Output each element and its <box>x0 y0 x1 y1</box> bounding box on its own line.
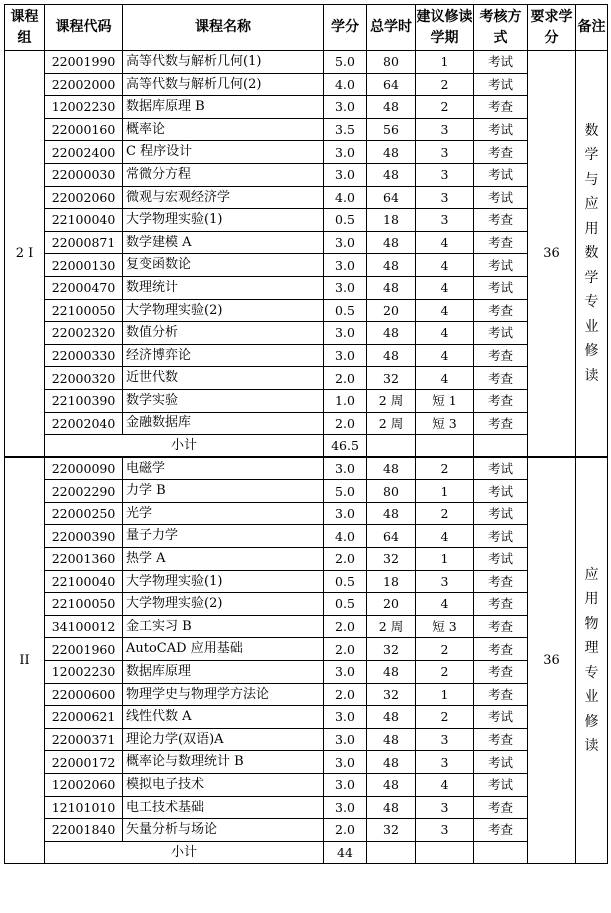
course-code: 12002060 <box>45 774 123 797</box>
course-credit: 0.5 <box>324 593 367 616</box>
course-exam: 考试 <box>474 163 528 186</box>
course-term: 2 <box>416 502 474 525</box>
header-exam: 考核方式 <box>474 5 528 51</box>
course-code: 22000160 <box>45 118 123 141</box>
table-row <box>5 299 608 322</box>
header-name: 课程名称 <box>123 5 324 51</box>
course-hours: 48 <box>367 796 416 819</box>
course-name: 数理统计 <box>123 276 324 299</box>
course-term: 2 <box>416 638 474 661</box>
course-exam: 考查 <box>474 412 528 435</box>
course-name: 线性代数 A <box>123 706 324 729</box>
course-credit: 2.0 <box>324 638 367 661</box>
course-code: 22100390 <box>45 389 123 412</box>
course-credit: 5.0 <box>324 51 367 74</box>
course-term: 1 <box>416 683 474 706</box>
table-row <box>5 525 608 548</box>
empty-cell <box>367 841 416 864</box>
table-row <box>5 118 608 141</box>
table-row <box>5 412 608 435</box>
course-hours: 48 <box>367 322 416 345</box>
course-code: 12002230 <box>45 661 123 684</box>
course-exam: 考试 <box>474 186 528 209</box>
course-term: 3 <box>416 186 474 209</box>
subtotal-row <box>5 435 608 458</box>
table-row <box>5 615 608 638</box>
course-credit: 3.0 <box>324 163 367 186</box>
course-term: 2 <box>416 457 474 480</box>
course-hours: 20 <box>367 593 416 616</box>
course-code: 22000390 <box>45 525 123 548</box>
course-code: 22100050 <box>45 593 123 616</box>
course-name: 常微分方程 <box>123 163 324 186</box>
subtotal-label: 小计 <box>45 435 324 458</box>
course-code: 22002040 <box>45 412 123 435</box>
course-term: 3 <box>416 118 474 141</box>
course-code: 22000600 <box>45 683 123 706</box>
course-exam: 考试 <box>474 480 528 503</box>
course-hours: 48 <box>367 706 416 729</box>
course-term: 4 <box>416 774 474 797</box>
course-hours: 18 <box>367 209 416 232</box>
header-credit: 学分 <box>324 5 367 51</box>
header-note: 备注 <box>576 5 608 51</box>
course-term: 4 <box>416 367 474 390</box>
course-code: 22002290 <box>45 480 123 503</box>
course-code: 22002400 <box>45 141 123 164</box>
header-group: 课程组 <box>5 5 45 51</box>
header-term: 建议修读学期 <box>416 5 474 51</box>
course-name: 量子力学 <box>123 525 324 548</box>
course-code: 22001360 <box>45 548 123 571</box>
course-group-label: II <box>5 457 45 864</box>
course-exam: 考查 <box>474 141 528 164</box>
course-credit: 4.0 <box>324 525 367 548</box>
course-term: 短 3 <box>416 615 474 638</box>
course-exam: 考查 <box>474 570 528 593</box>
course-code: 22002000 <box>45 73 123 96</box>
table-row <box>5 276 608 299</box>
course-exam: 考查 <box>474 796 528 819</box>
course-exam: 考查 <box>474 819 528 842</box>
course-hours: 2 周 <box>367 389 416 412</box>
course-code: 22000130 <box>45 254 123 277</box>
header-hours: 总学时 <box>367 5 416 51</box>
course-credit: 2.0 <box>324 548 367 571</box>
course-code: 22002320 <box>45 322 123 345</box>
course-hours: 80 <box>367 51 416 74</box>
course-code: 22000621 <box>45 706 123 729</box>
table-row <box>5 367 608 390</box>
course-exam: 考查 <box>474 683 528 706</box>
course-hours: 32 <box>367 683 416 706</box>
course-name: 近世代数 <box>123 367 324 390</box>
course-table <box>4 4 608 864</box>
course-hours: 56 <box>367 118 416 141</box>
course-code: 22100040 <box>45 570 123 593</box>
course-exam: 考试 <box>474 322 528 345</box>
course-hours: 48 <box>367 96 416 119</box>
course-name: 数据库原理 <box>123 661 324 684</box>
table-row <box>5 819 608 842</box>
table-row <box>5 683 608 706</box>
table-row <box>5 209 608 232</box>
course-name: 大学物理实验(1) <box>123 209 324 232</box>
course-code: 12101010 <box>45 796 123 819</box>
course-exam: 考查 <box>474 728 528 751</box>
course-term: 4 <box>416 322 474 345</box>
course-exam: 考试 <box>474 525 528 548</box>
course-credit: 2.0 <box>324 819 367 842</box>
course-hours: 2 周 <box>367 615 416 638</box>
course-credit: 3.0 <box>324 751 367 774</box>
course-term: 3 <box>416 209 474 232</box>
course-code: 22000330 <box>45 344 123 367</box>
course-hours: 48 <box>367 457 416 480</box>
course-name: 数值分析 <box>123 322 324 345</box>
course-credit: 3.5 <box>324 118 367 141</box>
course-exam: 考试 <box>474 73 528 96</box>
course-name: C 程序设计 <box>123 141 324 164</box>
course-term: 3 <box>416 570 474 593</box>
table-row <box>5 322 608 345</box>
table-row <box>5 163 608 186</box>
course-hours: 64 <box>367 73 416 96</box>
table-row <box>5 502 608 525</box>
course-term: 短 1 <box>416 389 474 412</box>
header-row <box>5 5 608 51</box>
course-name: 高等代数与解析几何(1) <box>123 51 324 74</box>
course-exam: 考试 <box>474 706 528 729</box>
course-hours: 48 <box>367 774 416 797</box>
table-row <box>5 186 608 209</box>
course-hours: 48 <box>367 254 416 277</box>
course-credit: 3.0 <box>324 96 367 119</box>
course-credit: 3.0 <box>324 322 367 345</box>
course-credit: 1.0 <box>324 389 367 412</box>
course-exam: 考试 <box>474 751 528 774</box>
table-row <box>5 73 608 96</box>
course-term: 4 <box>416 254 474 277</box>
course-group-label: 2 Ⅰ <box>5 51 45 458</box>
course-name: 大学物理实验(2) <box>123 593 324 616</box>
course-term: 短 3 <box>416 412 474 435</box>
course-term: 1 <box>416 548 474 571</box>
course-code: 22000371 <box>45 728 123 751</box>
course-credit: 0.5 <box>324 299 367 322</box>
course-code: 22000871 <box>45 231 123 254</box>
course-code: 22001960 <box>45 638 123 661</box>
required-credits: 36 <box>528 457 576 864</box>
course-term: 3 <box>416 728 474 751</box>
course-exam: 考查 <box>474 389 528 412</box>
course-credit: 2.0 <box>324 367 367 390</box>
course-code: 22001840 <box>45 819 123 842</box>
course-name: AutoCAD 应用基础 <box>123 638 324 661</box>
course-credit: 3.0 <box>324 231 367 254</box>
course-hours: 80 <box>367 480 416 503</box>
course-term: 4 <box>416 525 474 548</box>
course-name: 金融数据库 <box>123 412 324 435</box>
course-code: 22000470 <box>45 276 123 299</box>
course-exam: 考查 <box>474 638 528 661</box>
course-term: 4 <box>416 299 474 322</box>
course-name: 数学建模 A <box>123 231 324 254</box>
course-credit: 3.0 <box>324 661 367 684</box>
course-name: 复变函数论 <box>123 254 324 277</box>
subtotal-label: 小计 <box>45 841 324 864</box>
course-name: 模拟电子技术 <box>123 774 324 797</box>
course-hours: 32 <box>367 548 416 571</box>
course-code: 22001990 <box>45 51 123 74</box>
course-name: 金工实习 B <box>123 615 324 638</box>
course-exam: 考查 <box>474 615 528 638</box>
course-code: 34100012 <box>45 615 123 638</box>
course-credit: 3.0 <box>324 774 367 797</box>
course-hours: 48 <box>367 231 416 254</box>
course-exam: 考试 <box>474 254 528 277</box>
course-credit: 3.0 <box>324 796 367 819</box>
course-hours: 48 <box>367 728 416 751</box>
course-term: 2 <box>416 73 474 96</box>
course-credit: 0.5 <box>324 570 367 593</box>
course-hours: 48 <box>367 141 416 164</box>
header-req: 要求学分 <box>528 5 576 51</box>
course-exam: 考查 <box>474 231 528 254</box>
course-hours: 32 <box>367 819 416 842</box>
table-row <box>5 344 608 367</box>
course-exam: 考查 <box>474 593 528 616</box>
group-note-cell <box>576 457 608 864</box>
course-exam: 考试 <box>474 502 528 525</box>
course-credit: 3.0 <box>324 502 367 525</box>
course-name: 电磁学 <box>123 457 324 480</box>
header-code: 课程代码 <box>45 5 123 51</box>
course-code: 22100040 <box>45 209 123 232</box>
course-exam: 考试 <box>474 118 528 141</box>
course-exam: 考试 <box>474 774 528 797</box>
course-name: 矢量分析与场论 <box>123 819 324 842</box>
course-hours: 48 <box>367 163 416 186</box>
group-note-cell <box>576 51 608 458</box>
course-name: 概率论与数理统计 B <box>123 751 324 774</box>
course-name: 电工技术基础 <box>123 796 324 819</box>
course-code: 22000320 <box>45 367 123 390</box>
table-row <box>5 638 608 661</box>
course-name: 经济博弈论 <box>123 344 324 367</box>
table-body <box>5 51 608 864</box>
course-credit: 3.0 <box>324 254 367 277</box>
course-hours: 32 <box>367 638 416 661</box>
course-credit: 3.0 <box>324 728 367 751</box>
course-hours: 48 <box>367 502 416 525</box>
course-hours: 48 <box>367 344 416 367</box>
course-name: 数据库原理 B <box>123 96 324 119</box>
subtotal-credit: 44 <box>324 841 367 864</box>
table-row <box>5 774 608 797</box>
course-credit: 2.0 <box>324 412 367 435</box>
table-row <box>5 51 608 74</box>
course-exam: 考试 <box>474 548 528 571</box>
course-credit: 3.0 <box>324 344 367 367</box>
course-hours: 32 <box>367 367 416 390</box>
course-name: 物理学史与物理学方法论 <box>123 683 324 706</box>
required-credits: 36 <box>528 51 576 458</box>
course-name: 概率论 <box>123 118 324 141</box>
course-term: 4 <box>416 231 474 254</box>
course-code: 22000090 <box>45 457 123 480</box>
subtotal-credit: 46.5 <box>324 435 367 458</box>
course-hours: 48 <box>367 661 416 684</box>
table-row <box>5 570 608 593</box>
table-row <box>5 706 608 729</box>
course-credit: 4.0 <box>324 186 367 209</box>
course-term: 3 <box>416 819 474 842</box>
course-term: 2 <box>416 706 474 729</box>
table-row <box>5 231 608 254</box>
empty-cell <box>367 435 416 458</box>
course-credit: 3.0 <box>324 706 367 729</box>
table-row <box>5 548 608 571</box>
course-term: 4 <box>416 593 474 616</box>
course-hours: 2 周 <box>367 412 416 435</box>
course-name: 热学 A <box>123 548 324 571</box>
course-name: 数学实验 <box>123 389 324 412</box>
course-name: 光学 <box>123 502 324 525</box>
course-hours: 64 <box>367 525 416 548</box>
subtotal-row <box>5 841 608 864</box>
table-row <box>5 480 608 503</box>
course-credit: 4.0 <box>324 73 367 96</box>
course-code: 22002060 <box>45 186 123 209</box>
course-term: 3 <box>416 751 474 774</box>
empty-cell <box>416 841 474 864</box>
table-row <box>5 254 608 277</box>
course-credit: 0.5 <box>324 209 367 232</box>
course-name: 力学 B <box>123 480 324 503</box>
course-term: 3 <box>416 163 474 186</box>
course-credit: 3.0 <box>324 141 367 164</box>
course-code: 22000172 <box>45 751 123 774</box>
empty-cell <box>416 435 474 458</box>
course-name: 高等代数与解析几何(2) <box>123 73 324 96</box>
table-row <box>5 457 608 480</box>
table-row <box>5 141 608 164</box>
table-row <box>5 661 608 684</box>
course-credit: 5.0 <box>324 480 367 503</box>
course-exam: 考查 <box>474 96 528 119</box>
course-name: 微观与宏观经济学 <box>123 186 324 209</box>
course-code: 22000250 <box>45 502 123 525</box>
table-row <box>5 389 608 412</box>
course-hours: 18 <box>367 570 416 593</box>
course-term: 3 <box>416 796 474 819</box>
course-credit: 2.0 <box>324 615 367 638</box>
course-credit: 3.0 <box>324 276 367 299</box>
table-row <box>5 796 608 819</box>
course-code: 12002230 <box>45 96 123 119</box>
course-exam: 考试 <box>474 276 528 299</box>
course-term: 3 <box>416 141 474 164</box>
course-code: 22000030 <box>45 163 123 186</box>
course-credit: 2.0 <box>324 683 367 706</box>
course-exam: 考查 <box>474 299 528 322</box>
course-exam: 考试 <box>474 51 528 74</box>
course-hours: 48 <box>367 276 416 299</box>
table-row <box>5 751 608 774</box>
course-credit: 3.0 <box>324 457 367 480</box>
course-exam: 考试 <box>474 457 528 480</box>
course-term: 1 <box>416 51 474 74</box>
table-row <box>5 728 608 751</box>
course-term: 4 <box>416 344 474 367</box>
course-term: 2 <box>416 96 474 119</box>
table-row <box>5 593 608 616</box>
empty-cell <box>474 841 528 864</box>
course-exam: 考查 <box>474 344 528 367</box>
table-row <box>5 96 608 119</box>
group-note: 数学与应用数学专业修读 <box>584 122 599 384</box>
course-hours: 20 <box>367 299 416 322</box>
course-term: 2 <box>416 661 474 684</box>
course-exam: 考查 <box>474 367 528 390</box>
course-name: 大学物理实验(2) <box>123 299 324 322</box>
empty-cell <box>474 435 528 458</box>
group-note: 应用物理专业修读 <box>584 566 599 755</box>
course-hours: 64 <box>367 186 416 209</box>
course-hours: 48 <box>367 751 416 774</box>
course-exam: 考查 <box>474 209 528 232</box>
course-term: 4 <box>416 276 474 299</box>
course-name: 大学物理实验(1) <box>123 570 324 593</box>
course-term: 1 <box>416 480 474 503</box>
course-name: 理论力学(双语)A <box>123 728 324 751</box>
course-code: 22100050 <box>45 299 123 322</box>
course-exam: 考查 <box>474 661 528 684</box>
